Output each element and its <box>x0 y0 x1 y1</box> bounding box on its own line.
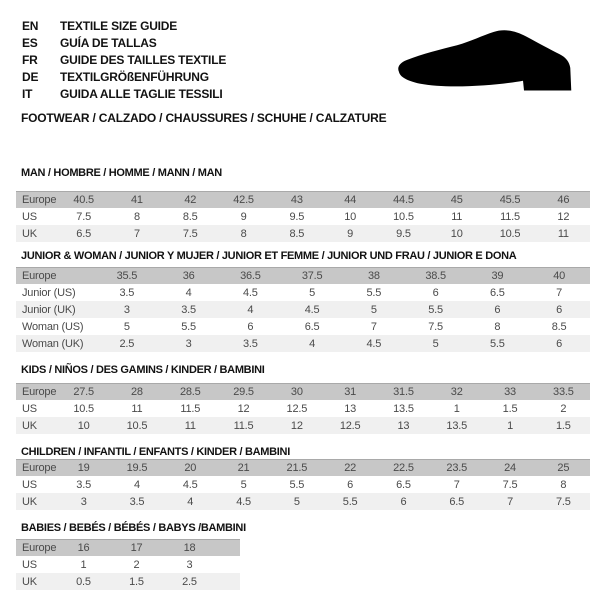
size-cell: 33.5 <box>537 384 590 401</box>
size-cell: 23.5 <box>430 460 483 477</box>
size-cell: 8 <box>110 208 163 225</box>
size-cell: 12.5 <box>270 400 323 417</box>
language-list <box>22 17 226 102</box>
size-cell: 6 <box>377 493 430 510</box>
size-cell: 2 <box>110 556 163 573</box>
dress-shoe-silhouette-path <box>398 30 571 90</box>
size-cell: 38.5 <box>405 268 467 285</box>
size-cell: 11 <box>110 400 163 417</box>
size-cell: 3.5 <box>158 301 220 318</box>
size-table <box>16 459 590 510</box>
row-label: UK <box>16 417 57 434</box>
size-cell: 1 <box>57 556 110 573</box>
filler-cell <box>216 573 240 590</box>
size-cell: 29.5 <box>217 384 270 401</box>
size-cell: 28 <box>110 384 163 401</box>
size-cell: 25 <box>537 460 590 477</box>
size-cell: 9 <box>217 208 270 225</box>
table-row <box>16 493 590 510</box>
size-cell: 1 <box>430 400 483 417</box>
table-row <box>16 284 590 301</box>
size-cell: 9.5 <box>377 225 430 242</box>
size-cell: 46 <box>537 192 590 209</box>
size-cell: 6 <box>220 318 282 335</box>
size-cell: 7.5 <box>57 208 110 225</box>
row-label: Junior (US) <box>16 284 96 301</box>
size-cell: 1 <box>483 417 536 434</box>
size-table <box>16 539 240 590</box>
size-cell: 13.5 <box>430 417 483 434</box>
size-cell: 3 <box>57 493 110 510</box>
table-row <box>16 268 590 285</box>
size-cell: 11.5 <box>164 400 217 417</box>
size-cell: 12 <box>270 417 323 434</box>
size-cell: 45.5 <box>483 192 536 209</box>
table-row <box>16 384 590 401</box>
language-row <box>22 34 226 51</box>
size-cell: 6 <box>528 301 590 318</box>
size-cell: 10.5 <box>377 208 430 225</box>
size-cell: 8 <box>537 476 590 493</box>
size-cell: 5 <box>343 301 405 318</box>
size-cell: 10 <box>57 417 110 434</box>
row-label: Junior (UK) <box>16 301 96 318</box>
section-title: JUNIOR & WOMAN / JUNIOR Y MUJER / JUNIOR ET FEMME / JUNIOR UND FRAU / JUNIOR E DONA <box>21 250 517 262</box>
size-cell: 13 <box>377 417 430 434</box>
section-title: BABIES / BEBÉS / BÉBÉS / BABYS /BAMBINI <box>21 522 246 534</box>
size-cell: 3 <box>158 335 220 352</box>
size-cell: 8 <box>217 225 270 242</box>
row-label: Europe <box>16 268 96 285</box>
size-cell: 4 <box>158 284 220 301</box>
size-cell: 6 <box>405 284 467 301</box>
size-cell: 3 <box>96 301 158 318</box>
size-cell: 10.5 <box>57 400 110 417</box>
size-cell: 5.5 <box>467 335 529 352</box>
row-label: Europe <box>16 540 57 557</box>
size-cell: 5 <box>96 318 158 335</box>
size-cell: 28.5 <box>164 384 217 401</box>
size-cell: 10 <box>430 225 483 242</box>
size-cell: 38 <box>343 268 405 285</box>
size-cell: 7 <box>483 493 536 510</box>
size-cell: 42.5 <box>217 192 270 209</box>
language-row <box>22 51 226 68</box>
dress-shoe-icon <box>396 26 588 98</box>
size-cell: 12 <box>217 400 270 417</box>
row-label: US <box>16 556 57 573</box>
size-cell: 4.5 <box>164 476 217 493</box>
language-title: GUIDE DES TAILLES TEXTILE <box>60 53 227 67</box>
size-cell: 19 <box>57 460 110 477</box>
size-cell: 2.5 <box>96 335 158 352</box>
size-cell: 8.5 <box>164 208 217 225</box>
size-cell: 35.5 <box>96 268 158 285</box>
size-cell: 3.5 <box>96 284 158 301</box>
table-row <box>16 192 590 209</box>
size-cell: 11 <box>430 208 483 225</box>
size-cell: 4.5 <box>343 335 405 352</box>
size-cell: 31 <box>323 384 376 401</box>
size-cell: 21.5 <box>270 460 323 477</box>
size-cell: 39 <box>467 268 529 285</box>
size-cell: 33 <box>483 384 536 401</box>
size-cell: 6.5 <box>57 225 110 242</box>
size-cell: 22 <box>323 460 376 477</box>
size-cell: 5.5 <box>270 476 323 493</box>
size-cell: 6.5 <box>430 493 483 510</box>
row-label: UK <box>16 225 57 242</box>
language-code: FR <box>22 53 38 67</box>
size-cell: 37.5 <box>281 268 343 285</box>
table-row <box>16 460 590 477</box>
size-cell: 8.5 <box>528 318 590 335</box>
size-cell: 31.5 <box>377 384 430 401</box>
size-cell: 17 <box>110 540 163 557</box>
size-cell: 7 <box>343 318 405 335</box>
row-label: Europe <box>16 384 57 401</box>
size-cell: 4 <box>281 335 343 352</box>
size-cell: 6.5 <box>467 284 529 301</box>
language-title: GUÍA DE TALLAS <box>60 36 157 50</box>
size-cell: 8 <box>467 318 529 335</box>
size-cell: 6.5 <box>281 318 343 335</box>
size-cell: 12 <box>537 208 590 225</box>
size-cell: 12.5 <box>323 417 376 434</box>
size-cell: 7 <box>528 284 590 301</box>
size-cell: 1.5 <box>537 417 590 434</box>
size-cell: 8.5 <box>270 225 323 242</box>
row-label: Europe <box>16 192 57 209</box>
size-cell: 5.5 <box>343 284 405 301</box>
row-label: UK <box>16 573 57 590</box>
size-cell: 7.5 <box>405 318 467 335</box>
table-row <box>16 225 590 242</box>
size-cell: 4.5 <box>217 493 270 510</box>
table-row <box>16 208 590 225</box>
size-cell: 13.5 <box>377 400 430 417</box>
language-row <box>22 17 226 34</box>
size-cell: 43 <box>270 192 323 209</box>
row-label: US <box>16 208 57 225</box>
size-cell: 1.5 <box>110 573 163 590</box>
size-cell: 11 <box>537 225 590 242</box>
size-cell: 41 <box>110 192 163 209</box>
size-cell: 24 <box>483 460 536 477</box>
size-cell: 19.5 <box>110 460 163 477</box>
size-cell: 40.5 <box>57 192 110 209</box>
table-row <box>16 417 590 434</box>
size-table <box>16 383 590 434</box>
size-cell: 3 <box>163 556 216 573</box>
size-cell: 6 <box>528 335 590 352</box>
language-title: TEXTILGRÖßENFÜHRUNG <box>60 70 209 84</box>
size-cell: 10 <box>323 208 376 225</box>
size-cell: 4.5 <box>220 284 282 301</box>
size-table <box>16 191 590 242</box>
size-cell: 13 <box>323 400 376 417</box>
size-cell: 10.5 <box>110 417 163 434</box>
row-label: Woman (US) <box>16 318 96 335</box>
table-row <box>16 573 240 590</box>
table-row <box>16 556 240 573</box>
size-cell: 16 <box>57 540 110 557</box>
size-cell: 27.5 <box>57 384 110 401</box>
section-title: KIDS / NIÑOS / DES GAMINS / KINDER / BAMBINI <box>21 364 265 376</box>
language-code: IT <box>22 87 33 101</box>
size-cell: 2 <box>537 400 590 417</box>
size-cell: 11.5 <box>483 208 536 225</box>
size-cell: 5.5 <box>323 493 376 510</box>
size-cell: 9 <box>323 225 376 242</box>
size-cell: 7.5 <box>483 476 536 493</box>
language-code: EN <box>22 19 39 33</box>
size-cell: 0.5 <box>57 573 110 590</box>
table-row <box>16 400 590 417</box>
size-cell: 5.5 <box>405 301 467 318</box>
filler-cell <box>216 556 240 573</box>
size-cell: 4 <box>164 493 217 510</box>
size-cell: 36.5 <box>220 268 282 285</box>
size-cell: 2.5 <box>163 573 216 590</box>
size-cell: 45 <box>430 192 483 209</box>
section-title: CHILDREN / INFANTIL / ENFANTS / KINDER / BAMBINI <box>21 446 290 458</box>
row-label: Europe <box>16 460 57 477</box>
category-heading: FOOTWEAR / CALZADO / CHAUSSURES / SCHUHE / CALZATURE <box>21 111 387 125</box>
language-title: GUIDA ALLE TAGLIE TESSILI <box>60 87 223 101</box>
size-cell: 4.5 <box>281 301 343 318</box>
size-cell: 3.5 <box>110 493 163 510</box>
size-cell: 44 <box>323 192 376 209</box>
size-cell: 11 <box>164 417 217 434</box>
language-code: ES <box>22 36 38 50</box>
size-cell: 30 <box>270 384 323 401</box>
size-cell: 1.5 <box>483 400 536 417</box>
size-cell: 5.5 <box>158 318 220 335</box>
table-row <box>16 335 590 352</box>
size-cell: 5 <box>281 284 343 301</box>
size-cell: 36 <box>158 268 220 285</box>
size-cell: 3.5 <box>57 476 110 493</box>
table-row <box>16 318 590 335</box>
size-cell: 40 <box>528 268 590 285</box>
table-row <box>16 301 590 318</box>
size-cell: 11.5 <box>217 417 270 434</box>
row-label: US <box>16 400 57 417</box>
size-cell: 6.5 <box>377 476 430 493</box>
language-code: DE <box>22 70 39 84</box>
size-cell: 5 <box>270 493 323 510</box>
size-cell: 22.5 <box>377 460 430 477</box>
size-cell: 5 <box>217 476 270 493</box>
table-row <box>16 476 590 493</box>
size-cell: 4 <box>220 301 282 318</box>
size-cell: 9.5 <box>270 208 323 225</box>
size-cell: 7 <box>430 476 483 493</box>
size-cell: 7 <box>110 225 163 242</box>
language-title: TEXTILE SIZE GUIDE <box>60 19 178 33</box>
size-cell: 18 <box>163 540 216 557</box>
language-row <box>22 85 226 102</box>
size-cell: 32 <box>430 384 483 401</box>
filler-cell <box>216 540 240 557</box>
size-cell: 7.5 <box>537 493 590 510</box>
size-cell: 6 <box>467 301 529 318</box>
size-cell: 6 <box>323 476 376 493</box>
size-cell: 5 <box>405 335 467 352</box>
table-row <box>16 540 240 557</box>
size-cell: 20 <box>164 460 217 477</box>
size-cell: 21 <box>217 460 270 477</box>
language-row <box>22 68 226 85</box>
size-cell: 3.5 <box>220 335 282 352</box>
row-label: UK <box>16 493 57 510</box>
size-cell: 4 <box>110 476 163 493</box>
row-label: US <box>16 476 57 493</box>
row-label: Woman (UK) <box>16 335 96 352</box>
size-cell: 44.5 <box>377 192 430 209</box>
size-cell: 42 <box>164 192 217 209</box>
section-title: MAN / HOMBRE / HOMME / MANN / MAN <box>21 167 222 179</box>
size-cell: 7.5 <box>164 225 217 242</box>
size-table <box>16 267 590 352</box>
size-cell: 10.5 <box>483 225 536 242</box>
